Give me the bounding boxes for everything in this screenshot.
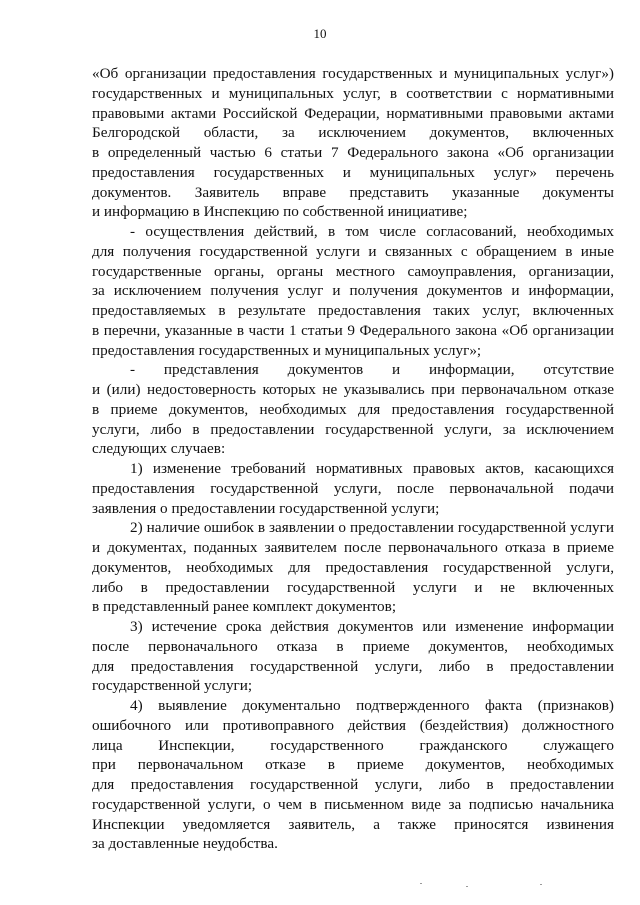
text-line: в приеме документов, необходимых для предоставления государственной [92, 400, 614, 418]
text-line: Белгородской области, за исключением документов, включенных [92, 124, 614, 142]
text-line: правовыми актами Российской Федерации, нормативными правовыми актами [92, 104, 614, 122]
text-line: после первоначального отказа в приеме документов, необходимых [92, 637, 614, 655]
text-line: для предоставления государственной услуги, либо в предоставлении [92, 776, 614, 793]
text-line: государственных и муниципальных услуг, в соответствии с нормативными [92, 84, 614, 102]
text-line: лица Инспекции, государственного гражданского служащего [92, 736, 614, 754]
text-line: Инспекции уведомляется заявитель, а также приносятся извинения [92, 815, 614, 833]
text-line: следующих случаев: [92, 440, 226, 458]
text-line: за доставленные неудобства. [92, 835, 278, 853]
page-number: 10 [313, 26, 327, 41]
text-line: государственной услуги; [92, 677, 253, 695]
text-line: - представления документов и информации, отсутствие [130, 361, 614, 379]
text-line: и (или) недостоверность которых не указывались при первоначальном отказе [92, 381, 614, 398]
text-line: услуги, либо в предоставлении государственной услуги, за исключением [92, 420, 614, 438]
scan-artifact [540, 884, 542, 885]
text-line: предоставляемых в результате предоставления таких услуг, включенных [92, 302, 614, 319]
text-line: 4) выявление документально подтвержденного факта (признаков) [130, 697, 614, 714]
text-line: заявления о предоставлении государственной услуги; [92, 499, 440, 517]
text-line: документов, необходимых для предоставления государственной услуги, [92, 558, 614, 576]
scan-artifact [420, 883, 422, 884]
text-line: государственные органы, органы местного самоуправления, организации, [92, 262, 614, 280]
document-body [92, 64, 614, 854]
text-line: в определенный частью 6 статьи 7 Федерального закона «Об организации [92, 144, 614, 161]
text-line: и документах, поданных заявителем после первоначального отказа в приеме [92, 539, 614, 556]
text-line: - осуществления действий, в том числе согласований, необходимых [130, 223, 614, 240]
text-line: государственной услуги, о чем в письменном виде за подписью начальника [92, 795, 614, 813]
text-line: при первоначальном отказе в приеме документов, необходимых [92, 756, 614, 774]
text-line: и информацию в Инспекцию по собственной инициативе; [92, 203, 468, 221]
text-line: за исключением получения услуг и получения документов и информации, [92, 282, 614, 300]
text-line: предоставления государственных и муниципальных услуг» перечень [92, 163, 614, 181]
text-line: ошибочного или противоправного действия (бездействия) должностного [92, 716, 614, 734]
text-line: 2) наличие ошибок в заявлении о предоставлении государственной услуги [130, 519, 614, 537]
text-line: либо в предоставлении государственной услуги и не включенных [92, 578, 614, 596]
text-line: для получения государственной услуги и связанных с обращением в иные [92, 242, 614, 260]
scan-artifact [466, 886, 468, 887]
text-line: предоставления государственной услуги, после первоначальной подачи [92, 479, 614, 497]
text-line: «Об организации предоставления государственных и муниципальных услуг») [92, 65, 614, 82]
text-line: документов. Заявитель вправе представить указанные документы [92, 183, 614, 201]
text-line: 3) истечение срока действия документов или изменение информации [130, 618, 614, 635]
text-line: предоставления государственных и муниципальных услуг»; [92, 341, 482, 359]
text-line: в перечни, указанные в части 1 статьи 9 Федерального закона «Об организации [92, 321, 614, 339]
text-line: 1) изменение требований нормативных правовых актов, касающихся [130, 460, 614, 477]
text-line: в представленный ранее комплект документов; [92, 598, 397, 616]
text-line: для предоставления государственной услуги, либо в предоставлении [92, 657, 614, 675]
